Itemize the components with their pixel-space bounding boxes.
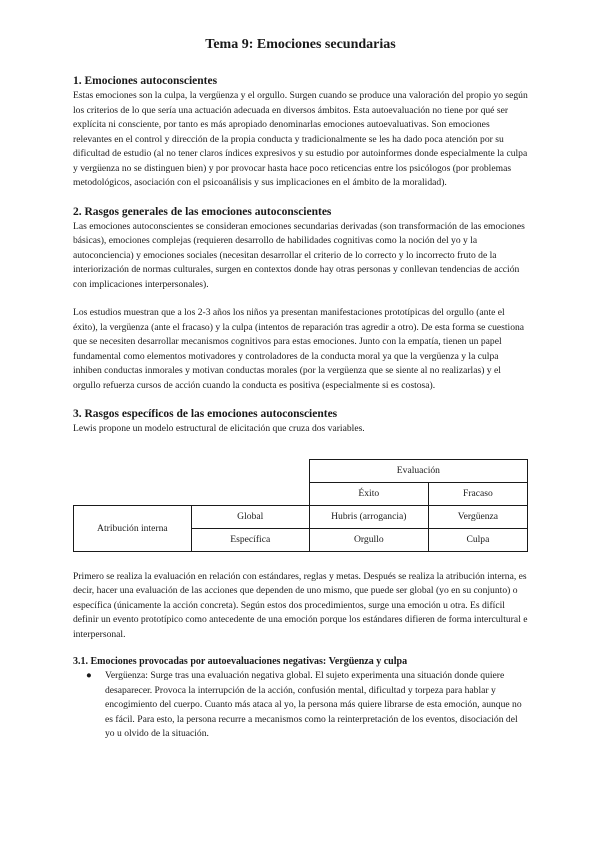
table-empty-cell bbox=[74, 482, 192, 505]
table-header-atribucion: Atribución interna bbox=[74, 505, 192, 551]
section-2-heading: 2. Rasgos generales de las emociones autoconscientes bbox=[73, 205, 332, 218]
table-header-evaluacion: Evaluación bbox=[309, 459, 527, 482]
section-1-paragraph: Estas emociones son la culpa, la vergüenza y el orgullo. Surgen cuando se produce una valoración del propio yo según los criterios de lo que sería una actuación adecuada en diversos ámbitos. Esta autoevaluación no tiene por qué ser explícita ni consciente, por tanto es más apropiado denominarlas emociones autoevaluativas. Son emociones relevantes en el control y dirección de la propia conducta y tradicionalmente se les ha dado poca atención por su dificultad de estudio (al no tener claros índices expresivos y su estudio por autoinformes donde especialmente la culpa y vergüenza no se distinguen bien) y por provocar hasta hace poco reticencias entre los psicólogos (por problemas metodológicos, asociación con el psicoanálisis y sus implicaciones en el ámbito de la moralidad). bbox=[73, 90, 528, 188]
table-cell-hubris: Hubris (arrogancia) bbox=[309, 505, 428, 528]
bullet-text: Vergüenza: Surge tras una evaluación negativa global. El sujeto experimenta una situación donde quiere desaparecer. Provoca la interrupción de la acción, confusión mental, dificultad y torpeza para hablar y encogimiento del cuerpo. Cuanto más ataca al yo, la persona más quiere librarse de esta emoción, aunque no es fácil. Para esto, la persona recurre a mecanismos como la reinterpretación de los eventos, disociación del yo u olvido de la situación. bbox=[105, 670, 522, 739]
section-2-paragraph-2: Los estudios muestran que a los 2-3 años los niños ya presentan manifestaciones prototípicas del orgullo (ante el éxito), la vergüenza (ante el fracaso) y la culpa (intentos de reparación tras agredir a otro). De esta forma se cuestiona que se necesiten desarrollar mecanismos cognitivos para estas emociones. Junto con la empatía, tienen un papel fundamental como elementos motivadores y controladores de la conducta moral ya que la vergüenza y la culpa inhiben conductas inmorales y motivan conductas morales (por la vergüenza que se siente al no realizarlas) y el orgullo refuerza cursos de acción cuando la conducta es positiva (especialmente si es costosa). bbox=[73, 307, 525, 391]
table-gap bbox=[73, 552, 528, 570]
table-row bbox=[74, 459, 528, 482]
section-3 bbox=[73, 407, 528, 742]
table-row-label-global: Global bbox=[191, 505, 309, 528]
table-cell-orgullo: Orgullo bbox=[309, 528, 428, 551]
table-row-label-especifica: Específica bbox=[191, 528, 309, 551]
table-row bbox=[74, 482, 528, 505]
table-row bbox=[74, 505, 528, 528]
table-empty-cell bbox=[74, 459, 192, 482]
page-title: Tema 9: Emociones secundarias bbox=[205, 37, 396, 52]
table-empty-cell bbox=[191, 459, 309, 482]
section-3-intro: Lewis propone un modelo estructural de elicitación que cruza dos variables. bbox=[73, 423, 365, 434]
bullet-list bbox=[73, 669, 528, 742]
table-cell-culpa: Culpa bbox=[428, 528, 527, 551]
section-2-paragraph-1: Las emociones autoconscientes se consideran emociones secundarias derivadas (son transformación de las emociones básicas), emociones complejas (requieren desarrollo de habilidades cognitivas como la noción del yo y la autoconciencia) y emociones sociales (necesitan desarrollar el criterio de lo correcto y lo incorrecto fruto de la interiorización de normas culturales, surgen en contextos donde hay otras personas y conllevan tendencias de acción con implicaciones interpersonales). bbox=[73, 220, 525, 290]
table-header-exito: Éxito bbox=[309, 482, 428, 505]
section-1 bbox=[73, 74, 528, 191]
elicitation-table bbox=[73, 459, 528, 552]
paragraph-gap bbox=[73, 292, 528, 306]
bullet-icon: ● bbox=[86, 670, 92, 681]
table-header-fracaso: Fracaso bbox=[428, 482, 527, 505]
section-3-heading: 3. Rasgos específicos de las emociones autoconscientes bbox=[73, 408, 338, 420]
section-2 bbox=[73, 205, 528, 394]
subsection-gap bbox=[73, 642, 528, 654]
subsection-3-1-heading: 3.1. Emociones provocadas por autoevaluaciones negativas: Vergüenza y culpa bbox=[73, 656, 408, 667]
table-empty-cell bbox=[191, 482, 309, 505]
list-item bbox=[86, 669, 528, 742]
table-cell-verguenza: Vergüenza bbox=[428, 505, 527, 528]
section-1-heading: 1. Emociones autoconscientes bbox=[73, 75, 218, 87]
section-3-paragraph: Primero se realiza la evaluación en relación con estándares, reglas y metas. Después se realiza la atribución interna, es decir, hacer una evaluación de las acciones que dependen de uno mismo, que puede ser global (yo en su conjunto) o específica (únicamente la acción concreta). Según estos dos procedimientos, surge una emoción u otra. Es difícil definir un evento prototípico como antecedente de una emoción porque los estándares difieren de forma intercultural e interpersonal. bbox=[73, 570, 528, 640]
